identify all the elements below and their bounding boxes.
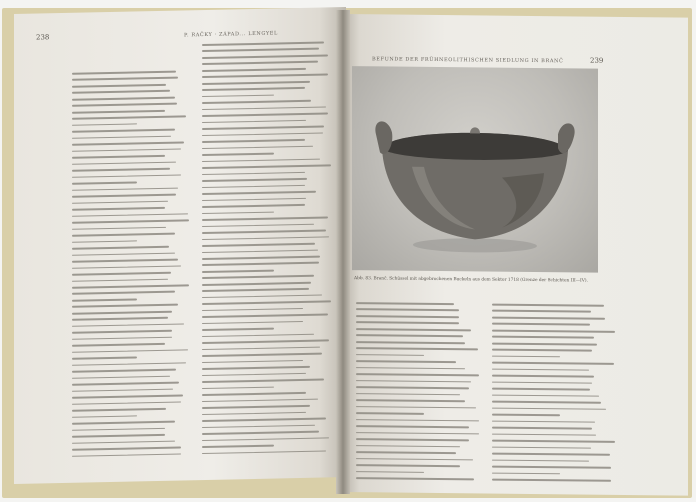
- text-line: [202, 340, 329, 344]
- text-line: [202, 74, 328, 78]
- text-line: [356, 425, 469, 428]
- text-line: [72, 246, 169, 250]
- text-line: [72, 349, 188, 353]
- text-line: [72, 330, 172, 334]
- text-line: [492, 440, 615, 443]
- text-line: [202, 198, 306, 202]
- text-line: [72, 97, 175, 101]
- text-line: [72, 233, 175, 237]
- text-line: [72, 369, 176, 373]
- text-line: [72, 194, 176, 198]
- text-line: [72, 453, 181, 457]
- text-line: [202, 100, 311, 104]
- text-line: [202, 61, 318, 65]
- text-line: [356, 399, 465, 402]
- text-line: [356, 315, 459, 318]
- text-line: [202, 120, 306, 124]
- text-line: [72, 219, 189, 223]
- text-line: [202, 346, 320, 350]
- text-line: [492, 381, 592, 384]
- text-line: [202, 172, 305, 176]
- text-line: [72, 447, 181, 451]
- text-line: [72, 148, 181, 152]
- text-line: [356, 464, 460, 467]
- text-line: [202, 386, 274, 389]
- text-line: [492, 433, 596, 436]
- text-line: [202, 288, 309, 292]
- text-line: [72, 90, 170, 94]
- text-line: [356, 406, 476, 409]
- text-line: [72, 357, 137, 360]
- text-line: [72, 252, 175, 256]
- text-line: [72, 103, 177, 107]
- text-line: [356, 354, 424, 356]
- text-line: [72, 343, 165, 347]
- text-line: [202, 424, 315, 428]
- text-line: [72, 226, 166, 230]
- text-line: [492, 459, 589, 462]
- bowl-illustration: [352, 66, 598, 273]
- text-line: [356, 328, 471, 331]
- text-line: [72, 259, 178, 263]
- text-line: [202, 185, 305, 189]
- text-line: [72, 213, 188, 217]
- text-line: [356, 386, 469, 389]
- text-line: [202, 223, 314, 227]
- right-text-column-2: [492, 304, 616, 487]
- text-line: [202, 243, 315, 247]
- text-line: [202, 328, 274, 331]
- text-line: [72, 284, 189, 288]
- text-line: [72, 388, 173, 392]
- text-line: [202, 94, 274, 97]
- text-line: [72, 415, 137, 418]
- text-line: [202, 431, 319, 435]
- text-line: [72, 174, 181, 178]
- text-line: [72, 123, 137, 126]
- left-text-column-2: [202, 41, 332, 459]
- text-line: [72, 427, 165, 431]
- text-line: [356, 432, 479, 435]
- text-line: [202, 353, 322, 357]
- text-line: [356, 373, 479, 376]
- text-line: [202, 282, 311, 286]
- text-line: [492, 355, 560, 357]
- text-line: [356, 335, 463, 338]
- text-line: [492, 388, 590, 391]
- text-line: [492, 479, 611, 482]
- text-line: [492, 472, 560, 474]
- figure-caption: Abb. 83. Branč. Schüssel mit abgebrochenen Buckeln aus dem Sektor 1718 (Grenze der Schichten III—IV).: [354, 276, 588, 284]
- text-line: [202, 321, 303, 325]
- text-line: [202, 334, 314, 338]
- text-line: [492, 446, 591, 449]
- text-line: [356, 477, 474, 480]
- text-line: [72, 182, 137, 185]
- text-line: [202, 87, 305, 91]
- text-line: [202, 153, 274, 156]
- text-line: [72, 278, 168, 282]
- text-line: [202, 191, 316, 195]
- text-line: [492, 323, 590, 326]
- text-line: [202, 411, 306, 415]
- text-line: [202, 204, 305, 208]
- text-line: [72, 142, 184, 146]
- text-line: [202, 139, 305, 143]
- text-line: [356, 341, 465, 344]
- text-line: [492, 401, 601, 404]
- text-line: [492, 317, 605, 320]
- text-line: [492, 304, 604, 307]
- text-line: [202, 54, 328, 58]
- text-line: [202, 106, 326, 110]
- text-line: [72, 421, 175, 425]
- text-line: [72, 116, 186, 120]
- text-line: [202, 450, 326, 454]
- text-line: [202, 68, 306, 72]
- text-line: [202, 392, 306, 396]
- text-line: [492, 466, 611, 469]
- text-line: [492, 362, 614, 365]
- text-line: [72, 323, 184, 327]
- text-line: [72, 434, 165, 438]
- text-line: [492, 310, 591, 313]
- text-line: [72, 408, 166, 412]
- text-line: [202, 158, 320, 162]
- text-line: [202, 113, 328, 117]
- text-line: [72, 337, 172, 341]
- text-line: [202, 236, 329, 240]
- left-text-column-1: [72, 70, 190, 462]
- text-line: [356, 445, 460, 448]
- text-line: [356, 380, 471, 383]
- right-text-column-1: [356, 302, 480, 485]
- text-line: [356, 438, 469, 441]
- text-line: [202, 314, 328, 318]
- left-page: [14, 7, 346, 484]
- right-page-number: 239: [590, 56, 604, 65]
- text-line: [492, 420, 595, 423]
- text-line: [72, 168, 170, 172]
- text-line: [72, 136, 171, 140]
- text-line: [72, 382, 179, 386]
- text-line: [202, 398, 318, 402]
- text-line: [72, 161, 176, 165]
- text-line: [202, 308, 303, 312]
- text-line: [202, 178, 307, 182]
- book-gutter: [336, 10, 350, 494]
- text-line: [72, 311, 172, 315]
- text-line: [202, 445, 274, 448]
- text-line: [492, 368, 589, 371]
- text-line: [72, 129, 175, 133]
- text-line: [72, 207, 165, 211]
- text-line: [72, 155, 165, 159]
- right-running-head: BEFUNDE DER FRÜHNEOLITHISCHEN SIEDLUNG IN BRANČ: [372, 56, 564, 65]
- text-line: [492, 336, 594, 339]
- text-line: [72, 291, 175, 295]
- text-line: [356, 302, 454, 305]
- text-line: [356, 471, 424, 473]
- text-line: [202, 126, 324, 130]
- text-line: [492, 427, 592, 430]
- text-line: [492, 414, 560, 416]
- text-line: [356, 322, 459, 325]
- text-line: [72, 240, 137, 243]
- text-line: [72, 375, 170, 379]
- text-line: [202, 249, 318, 253]
- text-line: [356, 393, 460, 396]
- text-line: [202, 379, 324, 383]
- text-line: [72, 440, 175, 444]
- text-line: [72, 187, 178, 191]
- text-line: [72, 71, 176, 75]
- text-line: [492, 375, 594, 378]
- text-line: [202, 294, 322, 298]
- text-line: [202, 48, 319, 52]
- text-line: [72, 200, 168, 204]
- text-line: [72, 317, 168, 321]
- text-line: [356, 309, 459, 312]
- text-line: [202, 418, 326, 422]
- text-line: [72, 265, 181, 269]
- text-line: [202, 301, 331, 305]
- text-line: [72, 110, 165, 114]
- text-line: [202, 270, 274, 273]
- text-line: [356, 348, 478, 351]
- text-line: [356, 412, 424, 414]
- text-line: [202, 366, 310, 370]
- right-page: [342, 14, 688, 496]
- text-line: [72, 272, 171, 276]
- left-page-number: 238: [36, 33, 50, 42]
- text-line: [202, 145, 313, 149]
- text-line: [356, 419, 479, 422]
- text-line: [72, 362, 186, 366]
- text-line: [202, 405, 310, 409]
- text-line: [202, 81, 310, 85]
- text-line: [202, 256, 320, 260]
- text-line: [356, 367, 465, 370]
- text-line: [202, 262, 319, 266]
- text-line: [356, 458, 473, 461]
- text-line: [492, 394, 599, 397]
- text-line: [202, 230, 326, 234]
- text-line: [72, 401, 181, 405]
- text-line: [202, 360, 303, 364]
- text-line: [72, 77, 178, 81]
- text-line: [202, 275, 314, 279]
- text-line: [202, 373, 306, 377]
- figure-photo-bowl: [352, 66, 598, 273]
- text-line: [72, 84, 166, 88]
- text-line: [356, 361, 456, 364]
- text-line: [492, 349, 592, 352]
- text-line: [202, 211, 274, 214]
- text-line: [492, 330, 615, 333]
- text-line: [202, 216, 328, 220]
- text-line: [356, 451, 456, 454]
- text-line: [202, 437, 329, 441]
- text-line: [492, 342, 597, 345]
- text-line: [72, 304, 178, 308]
- text-line: [492, 453, 610, 456]
- text-line: [492, 407, 606, 410]
- text-line: [72, 395, 183, 399]
- left-running-head: P. RAČKY · ZÁPAD... LENGYEL: [184, 30, 278, 39]
- text-line: [202, 132, 323, 136]
- text-line: [72, 298, 137, 301]
- text-line: [202, 165, 331, 169]
- text-line: [202, 42, 324, 46]
